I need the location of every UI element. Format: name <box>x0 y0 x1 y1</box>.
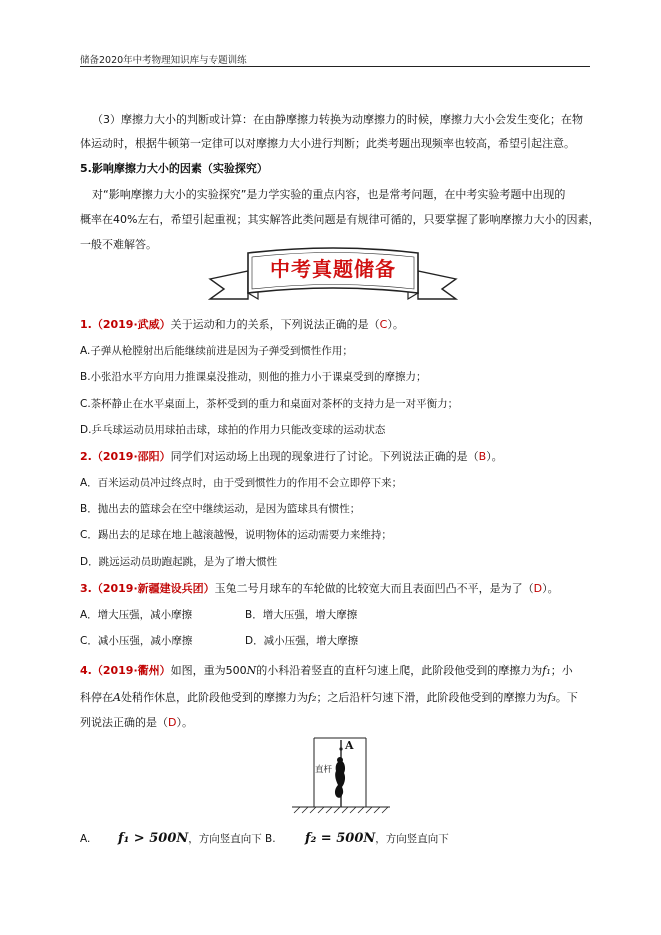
question-4-text-f: ；之后沿杆匀速下滑，此阶段他受到的摩擦力为 <box>316 691 548 704</box>
question-3-option-a: A．增大压强，减小摩擦 <box>80 609 193 621</box>
question-4-option-b-text: ，方向竖直向下 <box>375 833 449 845</box>
question-2-option-d: D．跳远运动员助跑起跳，是为了增大惯性 <box>80 556 278 568</box>
question-4-option-b-math: f₂ = 500N <box>305 831 376 846</box>
question-4-option-a-letter: A. <box>80 833 91 845</box>
question-1-answer: C <box>379 318 388 331</box>
question-1-stem-text: 关于运动和力的关系，下列说法正确的是（ <box>170 318 380 331</box>
figure-label-pole: 直杆 <box>315 765 333 775</box>
question-4-text-h: 列说法正确的是（ <box>80 716 168 729</box>
question-4-line-2 <box>80 689 578 705</box>
paragraph-5-line-2: 概率在40%左右，希望引起重视；其实解答此类问题是有规律可循的，只要掌握了影响摩擦力大小的因素， <box>80 213 600 226</box>
paragraph-5-line-1: 对“影响摩擦力大小的实验探究”是力学实验的重点内容，也是常考问题，在中考实验考题中出现的 <box>92 188 566 201</box>
question-1-stem-end: ）。 <box>387 318 404 331</box>
header-divider <box>80 66 590 67</box>
question-4-line-1 <box>80 662 573 678</box>
unit-n: N <box>246 664 257 677</box>
paragraph-3-line-2: 体运动时，根据牛顿第一定律可以对摩擦力大小进行判断；此类考题出现频率也较高，希望引起注意。 <box>80 137 575 150</box>
question-3-option-d: D．减小压强，增大摩擦 <box>245 635 359 647</box>
question-4-text-b: 的小科沿着竖直的直杆匀速上爬，此阶段他受到的摩擦力为 <box>256 664 543 677</box>
question-4-option-a-content <box>118 831 262 846</box>
question-4-option-a-text: ，方向竖直向下 <box>188 833 262 845</box>
question-4-source: 4.（2019·衢州） <box>80 664 171 677</box>
pole-climbing-figure <box>290 735 392 815</box>
question-4-text-i: ）。 <box>176 716 193 729</box>
question-1-option-a: A.子弹从枪膛射出后能继续前进是因为子弹受到惯性作用； <box>80 345 353 357</box>
question-3-answer: D <box>533 582 543 595</box>
symbol-f1: f₁ <box>542 664 551 677</box>
question-4-option-b-letter: B. <box>265 833 276 845</box>
question-4-text-c: ；小 <box>550 664 573 677</box>
symbol-f3: f₃ <box>547 691 556 704</box>
question-4-option-b <box>265 833 276 845</box>
question-4-text-d: 科停在 <box>80 691 113 704</box>
question-3-option-c: C．减小压强，减小摩擦 <box>80 635 193 647</box>
question-2-source: 2.（2019·邵阳） <box>80 450 171 463</box>
question-3-stem-text: 玉兔二号月球车的车轮做的比较宽大而且表面凹凸不平，是为了（ <box>214 582 534 595</box>
question-4-option-a-math: f₁ > 500N <box>118 831 189 846</box>
question-2-option-c: C．踢出去的足球在地上越滚越慢，说明物体的运动需要力来维持； <box>80 529 392 541</box>
question-3-stem <box>80 580 559 596</box>
question-1-option-b: B.小张沿水平方向用力推课桌没推动，则他的推力小于课桌受到的摩擦力； <box>80 371 427 383</box>
question-2-option-b: B．抛出去的篮球会在空中继续运动，是因为篮球具有惯性； <box>80 503 361 515</box>
question-4-text-e: 处稍作休息，此阶段他受到的摩擦力为 <box>120 691 308 704</box>
question-4-option-a <box>80 833 90 845</box>
figure-label-a: A <box>345 739 354 752</box>
paragraph-3-line-1: （3）摩擦力大小的判断或计算：在由静摩擦力转换为动摩擦力的时候，摩擦力大小会发生变化；在物 <box>92 113 583 126</box>
question-1-option-d: D.乒乓球运动员用球拍击球，球拍的作用力只能改变球的运动状态 <box>80 424 386 436</box>
question-4-option-b-content <box>305 831 449 846</box>
question-4-text-g: 。下 <box>555 691 578 704</box>
paragraph-5-line-3: 一般不难解答。 <box>80 238 157 251</box>
symbol-f2: f₂ <box>307 691 317 704</box>
question-2-option-a: A．百米运动员冲过终点时，由于受到惯性力的作用不会立即停下来； <box>80 477 403 489</box>
question-1-stem <box>80 316 404 332</box>
point-a: A <box>113 691 121 704</box>
question-4-text-a: 如图，重为500 <box>170 664 247 677</box>
question-2-stem-end: ）。 <box>486 450 503 463</box>
question-3-stem-end: ）。 <box>542 582 559 595</box>
page-header: 储备2020年中考物理知识库与专题训练 <box>80 55 247 66</box>
section-banner <box>208 241 458 303</box>
question-1-option-c: C.茶杯静止在水平桌面上，茶杯受到的重力和桌面对茶杯的支持力是一对平衡力； <box>80 398 459 410</box>
question-3-option-b: B．增大压强，增大摩擦 <box>245 609 358 621</box>
section-5-title: 5.影响摩擦力大小的因素（实验探究） <box>80 162 268 175</box>
question-2-stem <box>80 448 503 464</box>
question-4-answer: D <box>168 716 177 729</box>
question-4-line-3 <box>80 714 193 730</box>
banner-title: 中考真题储备 <box>270 257 396 281</box>
question-3-source: 3.（2019·新疆建设兵团） <box>80 582 215 595</box>
question-2-stem-text: 同学们对运动场上出现的现象进行了讨论。下列说法正确的是（ <box>170 450 479 463</box>
pole-figure-graphic <box>290 735 392 815</box>
question-1-source: 1.（2019·武威） <box>80 318 171 331</box>
question-2-answer: B <box>478 450 487 463</box>
